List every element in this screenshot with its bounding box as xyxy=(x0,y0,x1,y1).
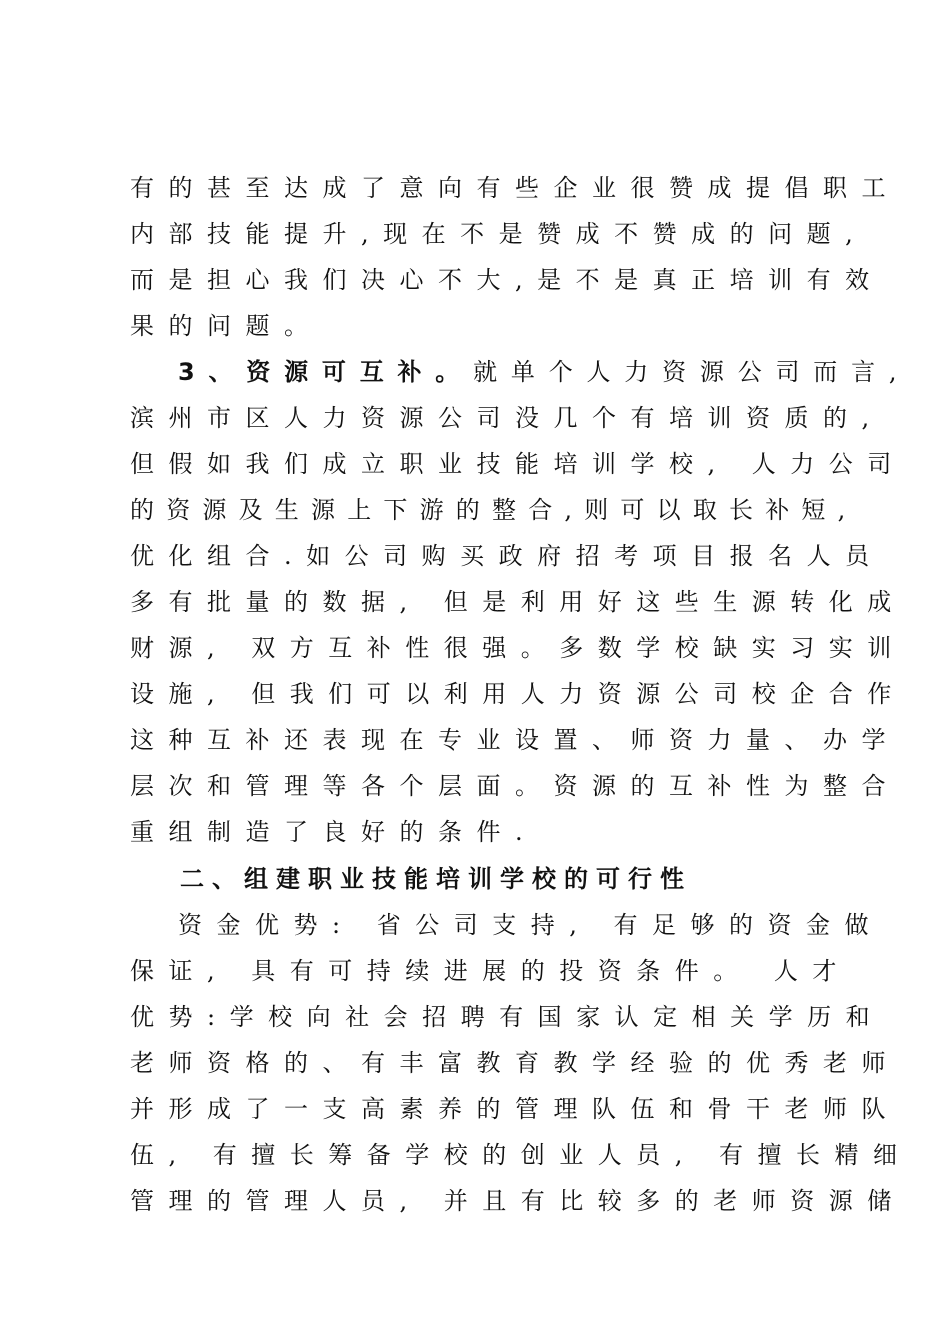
paragraph-line: 管理的管理人员, 并且有比较多的老师资源储 xyxy=(130,1187,906,1215)
paragraph-line: 重组制造了良好的条件. xyxy=(130,818,538,846)
point-3-text: 就单个人力资源公司而言, xyxy=(473,358,911,386)
paragraph-line: 设施, 但我们可以利用人力资源公司校企合作 xyxy=(130,680,906,708)
paragraph-line: 优化组合.如公司购买政府招考项目报名人员 xyxy=(130,542,884,570)
paragraph-line: 层次和管理等各个层面。资源的互补性为整合 xyxy=(130,772,900,800)
point-3-label: 3、资源可互补。 xyxy=(178,358,474,386)
paragraph-line: 伍, 有擅长筹备学校的创业人员, 有擅长精细 xyxy=(130,1141,912,1169)
section-heading: 二、组建职业技能培训学校的可行性 xyxy=(180,865,692,893)
paragraph-line: 并形成了一支高素养的管理队伍和骨干老师队 xyxy=(130,1095,900,1123)
paragraph-line: 这种互补还表现在专业设置、师资力量、办学 xyxy=(130,726,900,754)
point-3-line xyxy=(178,349,911,395)
paragraph-line: 资金优势: 省公司支持, 有足够的资金做 xyxy=(178,911,883,939)
paragraph-line: 而是担心我们决心不大,是不是真正培训有效 xyxy=(130,266,884,294)
paragraph-line: 老师资格的、有丰富教育教学经验的优秀老师 xyxy=(130,1049,900,1077)
paragraph-line: 优势:学校向社会招聘有国家认定相关学历和 xyxy=(130,1003,885,1031)
paragraph-line: 财源, 双方互补性很强。多数学校缺实习实训 xyxy=(130,634,906,662)
paragraph-line: 滨州市区人力资源公司没几个有培训资质的, xyxy=(130,404,884,432)
paragraph-line: 保证, 具有可持续进展的投资条件。 人才 xyxy=(130,957,851,985)
paragraph-line: 的资源及生源上下游的整合,则可以取长补短, xyxy=(130,496,858,524)
paragraph-line: 有的甚至达成了意向有些企业很赞成提倡职工 xyxy=(130,174,900,202)
paragraph-line: 多有批量的数据, 但是利用好这些生源转化成 xyxy=(130,588,906,616)
paragraph-line: 果的问题。 xyxy=(130,312,323,340)
paragraph-line: 但假如我们成立职业技能培训学校, 人力公司 xyxy=(130,450,906,478)
paragraph-line: 内部技能提升,现在不是赞成不赞成的问题, xyxy=(130,220,868,248)
